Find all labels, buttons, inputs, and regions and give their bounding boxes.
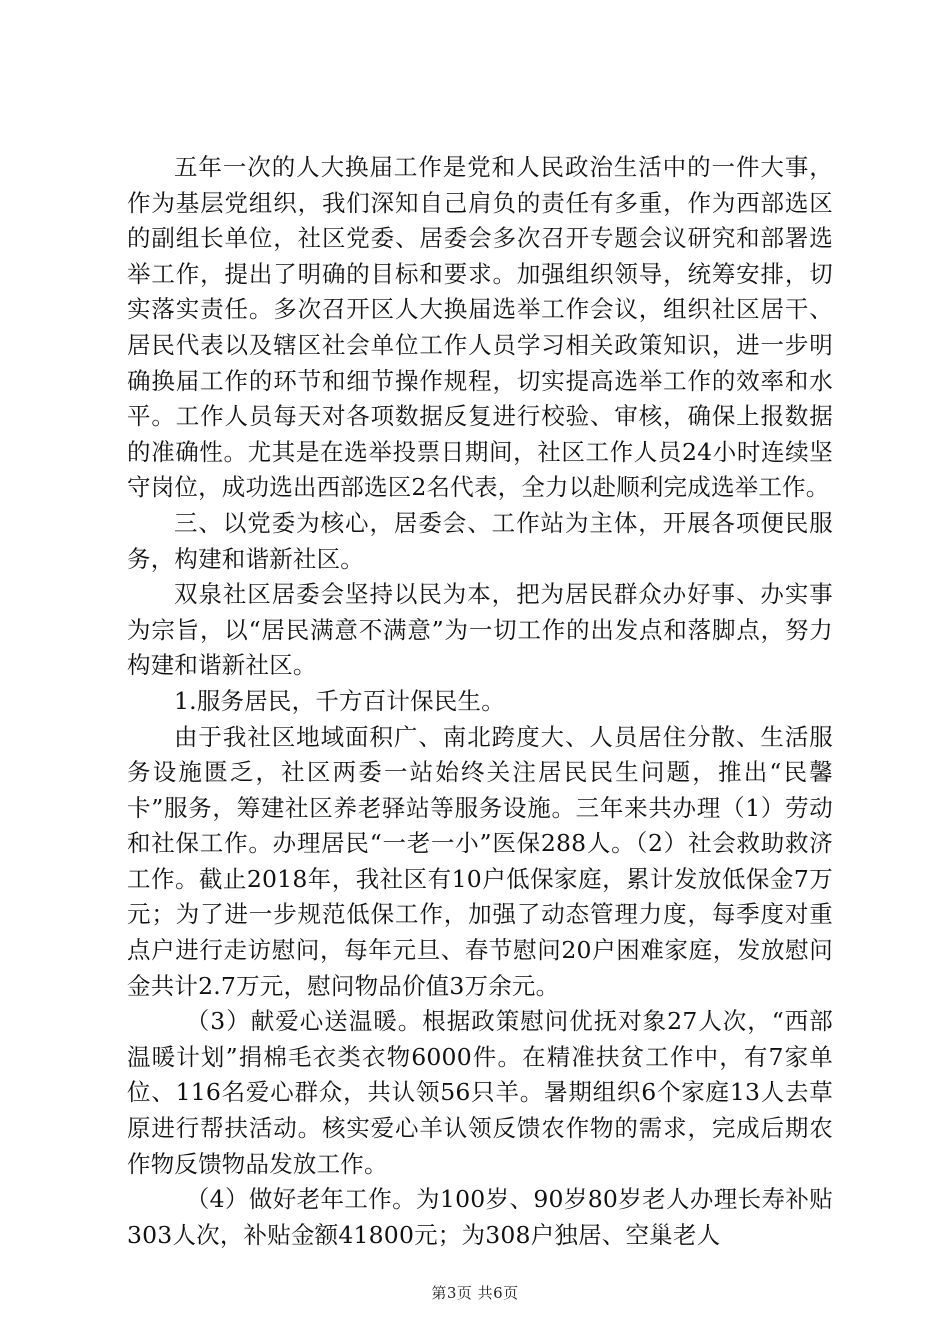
paragraph-elderly-work: （4）做好老年工作。为100岁、90岁80岁老人办理长寿补贴303人次，补贴金额41800元；为308户独居、空巢老人	[127, 1185, 833, 1249]
paragraph-election-work: 五年一次的人大换届工作是党和人民政治生活中的一件大事，作为基层党组织，我们深知自己肩负的责任有多重，作为西部选区的副组长单位，社区党委、居委会多次召开专题会议研究和部署选举工作，提出了明确的目标和要求。加强组织领导，统筹安排，切实落实责任。多次召开区人大换届选举工作会议，组织社区居干、居民代表以及辖区社会单位工作人员学习相关政策知识，进一步明确换届工作的环节和细节操作规程，切实提高选举工作的效率和水平。工作人员每天对各项数据反复进行校验、审核，确保上报数据的准确性。尤其是在选举投票日期间，社区工作人员24小时连续坚守岗位，成功选出西部选区2名代表，全力以赴顺利完成选举工作。	[127, 153, 833, 502]
paragraph-charity-warmth: （3）献爱心送温暖。根据政策慰问优抚对象27人次，“西部温暖计划”捐棉毛衣类衣物6000件。在精准扶贫工作中，有7家单位、116名爱心群众，共认领56只羊。暑期组织6个家庭13人去草原进行帮扶活动。核实爱心羊认领反馈农作物的需求，完成后期农作物反馈物品发放工作。	[127, 1007, 833, 1178]
subheading-serve-residents: 1.服务居民，千方百计保民生。	[174, 686, 505, 715]
section-heading-three: 三、以党委为核心，居委会、工作站为主体，开展各项便民服务，构建和谐新社区。	[127, 508, 833, 573]
paragraph-livelihood-services: 由于我社区地域面积广、南北跨度大、人员居住分散、生活服务设施匮乏，社区两委一站始终关注居民民生问题，推出“民馨卡”服务，筹建社区养老驿站等服务设施。三年来共办理（1）劳动和社保工作。办理居民“一老一小”医保288人。（2）社会救助救济工作。截止2018年，我社区有10户低保家庭，累计发放低保金7万元；为了进一步规范低保工作，加强了动态管理力度，每季度对重点户进行走访慰问，每年元旦、春节慰问20户困难家庭，发放慰问金共计2.7万元，慰问物品价值3万余元。	[127, 722, 833, 1000]
document-body	[127, 150, 833, 1253]
paragraph-residents-committee: 双泉社区居委会坚持以民为本，把为居民群众办好事、办实事为宗旨，以“居民满意不满意”为一切工作的出发点和落脚点，努力构建和谐新社区。	[127, 580, 833, 680]
page-number-footer: 第3页 共6页	[431, 1284, 519, 1302]
